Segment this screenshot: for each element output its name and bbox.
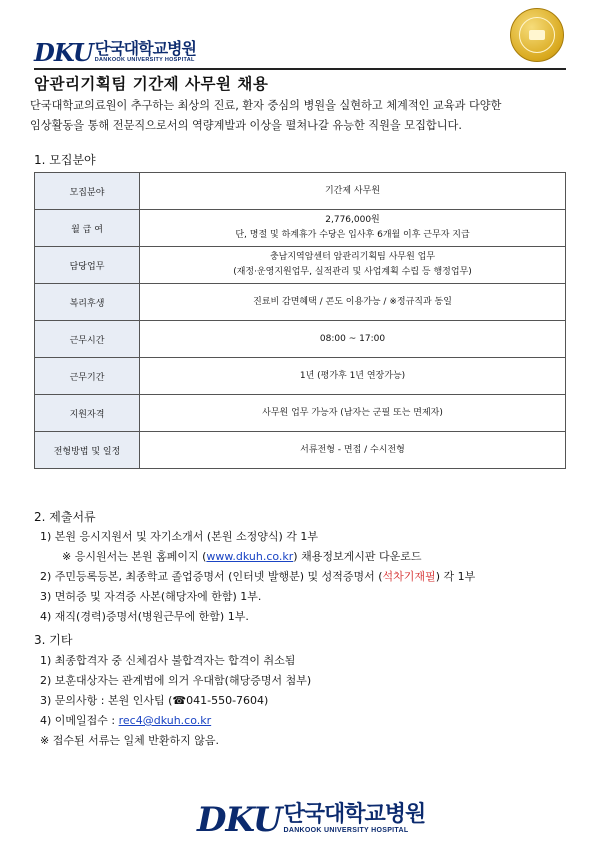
section-title-etc: 3. 기타 bbox=[34, 633, 73, 647]
row-label: 근무기간 bbox=[35, 358, 140, 395]
row-value bbox=[140, 247, 566, 284]
table-row bbox=[35, 321, 566, 358]
row-value-line: 기간제 사무원 bbox=[324, 185, 381, 196]
logo-korean-name: 단국대학교병원 bbox=[283, 802, 426, 827]
note-text: ※ 응시원서는 본원 홈페이지 ( bbox=[62, 550, 207, 563]
table-row bbox=[35, 358, 566, 395]
intro-line: 임상활동을 통해 전문직으로서의 역량계발과 이상을 펼쳐나갈 유능한 직원을 모집합니다. bbox=[30, 119, 462, 132]
logo-mark: DKU bbox=[34, 38, 93, 67]
row-label: 담당업무 bbox=[35, 247, 140, 284]
row-value bbox=[140, 210, 566, 247]
accreditation-seal-icon bbox=[510, 8, 564, 62]
section-title-documents: 2. 제출서류 bbox=[34, 510, 96, 524]
title-divider bbox=[34, 68, 566, 70]
row-label: 모집분야 bbox=[35, 173, 140, 210]
highlight-text: 석차기재필 bbox=[382, 570, 436, 583]
row-value bbox=[140, 284, 566, 321]
section-title-recruitment: 1. 모집분야 bbox=[34, 153, 96, 167]
row-label: 근무시간 bbox=[35, 321, 140, 358]
logo-english-name: DANKOOK UNIVERSITY HOSPITAL bbox=[283, 827, 409, 834]
row-value-line: 단, 명절 및 하계휴가 수당은 입사후 6개월 이후 근무자 지급 bbox=[235, 230, 470, 240]
hospital-logo-top bbox=[34, 38, 196, 67]
row-label: 월 급 여 bbox=[35, 210, 140, 247]
list-item: 3) 면허증 및 자격증 사본(해당자에 한함) 1부. bbox=[40, 590, 262, 603]
row-value bbox=[140, 321, 566, 358]
row-value-line: 2,776,000원 bbox=[325, 215, 380, 225]
row-value bbox=[140, 432, 566, 469]
row-value bbox=[140, 395, 566, 432]
row-value-line: 서류전형 - 면접 / 수시전형 bbox=[300, 444, 405, 455]
table-row bbox=[35, 210, 566, 247]
item-text: 4) 이메일접수 : bbox=[40, 714, 119, 727]
row-value-line: 1년 (평가후 1년 연장가능) bbox=[299, 370, 406, 381]
page-title: 암관리기획팀 기간제 사무원 채용 bbox=[34, 75, 269, 93]
row-label: 복리후생 bbox=[35, 284, 140, 321]
table-row bbox=[35, 432, 566, 469]
table-row bbox=[35, 173, 566, 210]
logo-mark: DKU bbox=[197, 800, 282, 840]
row-value-line: 08:00 ~ 17:00 bbox=[319, 333, 386, 344]
intro-line: 단국대학교의료원이 추구하는 최상의 진료, 환자 중심의 병원을 실현하고 체계적인 교육과 다양한 bbox=[30, 99, 502, 112]
logo-korean-name: 단국대학교병원 bbox=[94, 39, 196, 58]
row-value bbox=[140, 358, 566, 395]
homepage-link[interactable]: www.dkuh.co.kr bbox=[206, 550, 294, 563]
note-text: ) 채용정보게시판 다운로드 bbox=[293, 550, 422, 563]
list-item: 3) 문의사항 : 본원 인사팀 (☎041-550-7604) bbox=[40, 694, 269, 707]
row-value-line: 충남지역암센터 암관리기획팀 사무원 업무 bbox=[269, 252, 436, 262]
hospital-logo-bottom bbox=[197, 800, 426, 840]
list-item: 2) 보훈대상자는 관계법에 의거 우대함(해당증명서 첨부) bbox=[40, 674, 312, 687]
row-value-line: 사무원 업무 가능자 (남자는 군필 또는 면제자) bbox=[262, 407, 443, 418]
row-label: 전형방법 및 일정 bbox=[35, 432, 140, 469]
email-link[interactable]: rec4@dkuh.co.kr bbox=[118, 714, 212, 727]
list-item bbox=[40, 712, 211, 728]
item-text: 2) 주민등록등본, 최종학교 졸업증명서 (인터넷 발행분) 및 성적증명서 ( bbox=[40, 570, 383, 583]
row-label: 지원자격 bbox=[35, 395, 140, 432]
list-item bbox=[40, 568, 475, 584]
table-row bbox=[35, 284, 566, 321]
list-item: 1) 최종합격자 중 신체검사 불합격자는 합격이 취소됨 bbox=[40, 654, 296, 667]
row-value bbox=[140, 173, 566, 210]
item-text: ) 각 1부 bbox=[435, 570, 476, 583]
list-item: ※ 접수된 서류는 일체 반환하지 않음. bbox=[40, 734, 219, 747]
table-row bbox=[35, 395, 566, 432]
recruitment-table bbox=[34, 172, 566, 469]
list-item: 1) 본원 응시지원서 및 자기소개서 (본원 소정양식) 각 1부 bbox=[40, 530, 318, 543]
logo-english-name: DANKOOK UNIVERSITY HOSPITAL bbox=[94, 57, 195, 63]
intro-paragraph bbox=[30, 96, 572, 136]
row-value-line: 진료비 감면혜택 / 콘도 이용가능 / ※정규직과 동일 bbox=[253, 296, 452, 307]
table-row bbox=[35, 247, 566, 284]
list-item-note bbox=[62, 548, 421, 564]
row-value-line: (재정·운영지원업무, 실적관리 및 사업계획 수립 등 행정업무) bbox=[233, 267, 472, 277]
list-item: 4) 재직(경력)증명서(병원근무에 한함) 1부. bbox=[40, 610, 249, 623]
